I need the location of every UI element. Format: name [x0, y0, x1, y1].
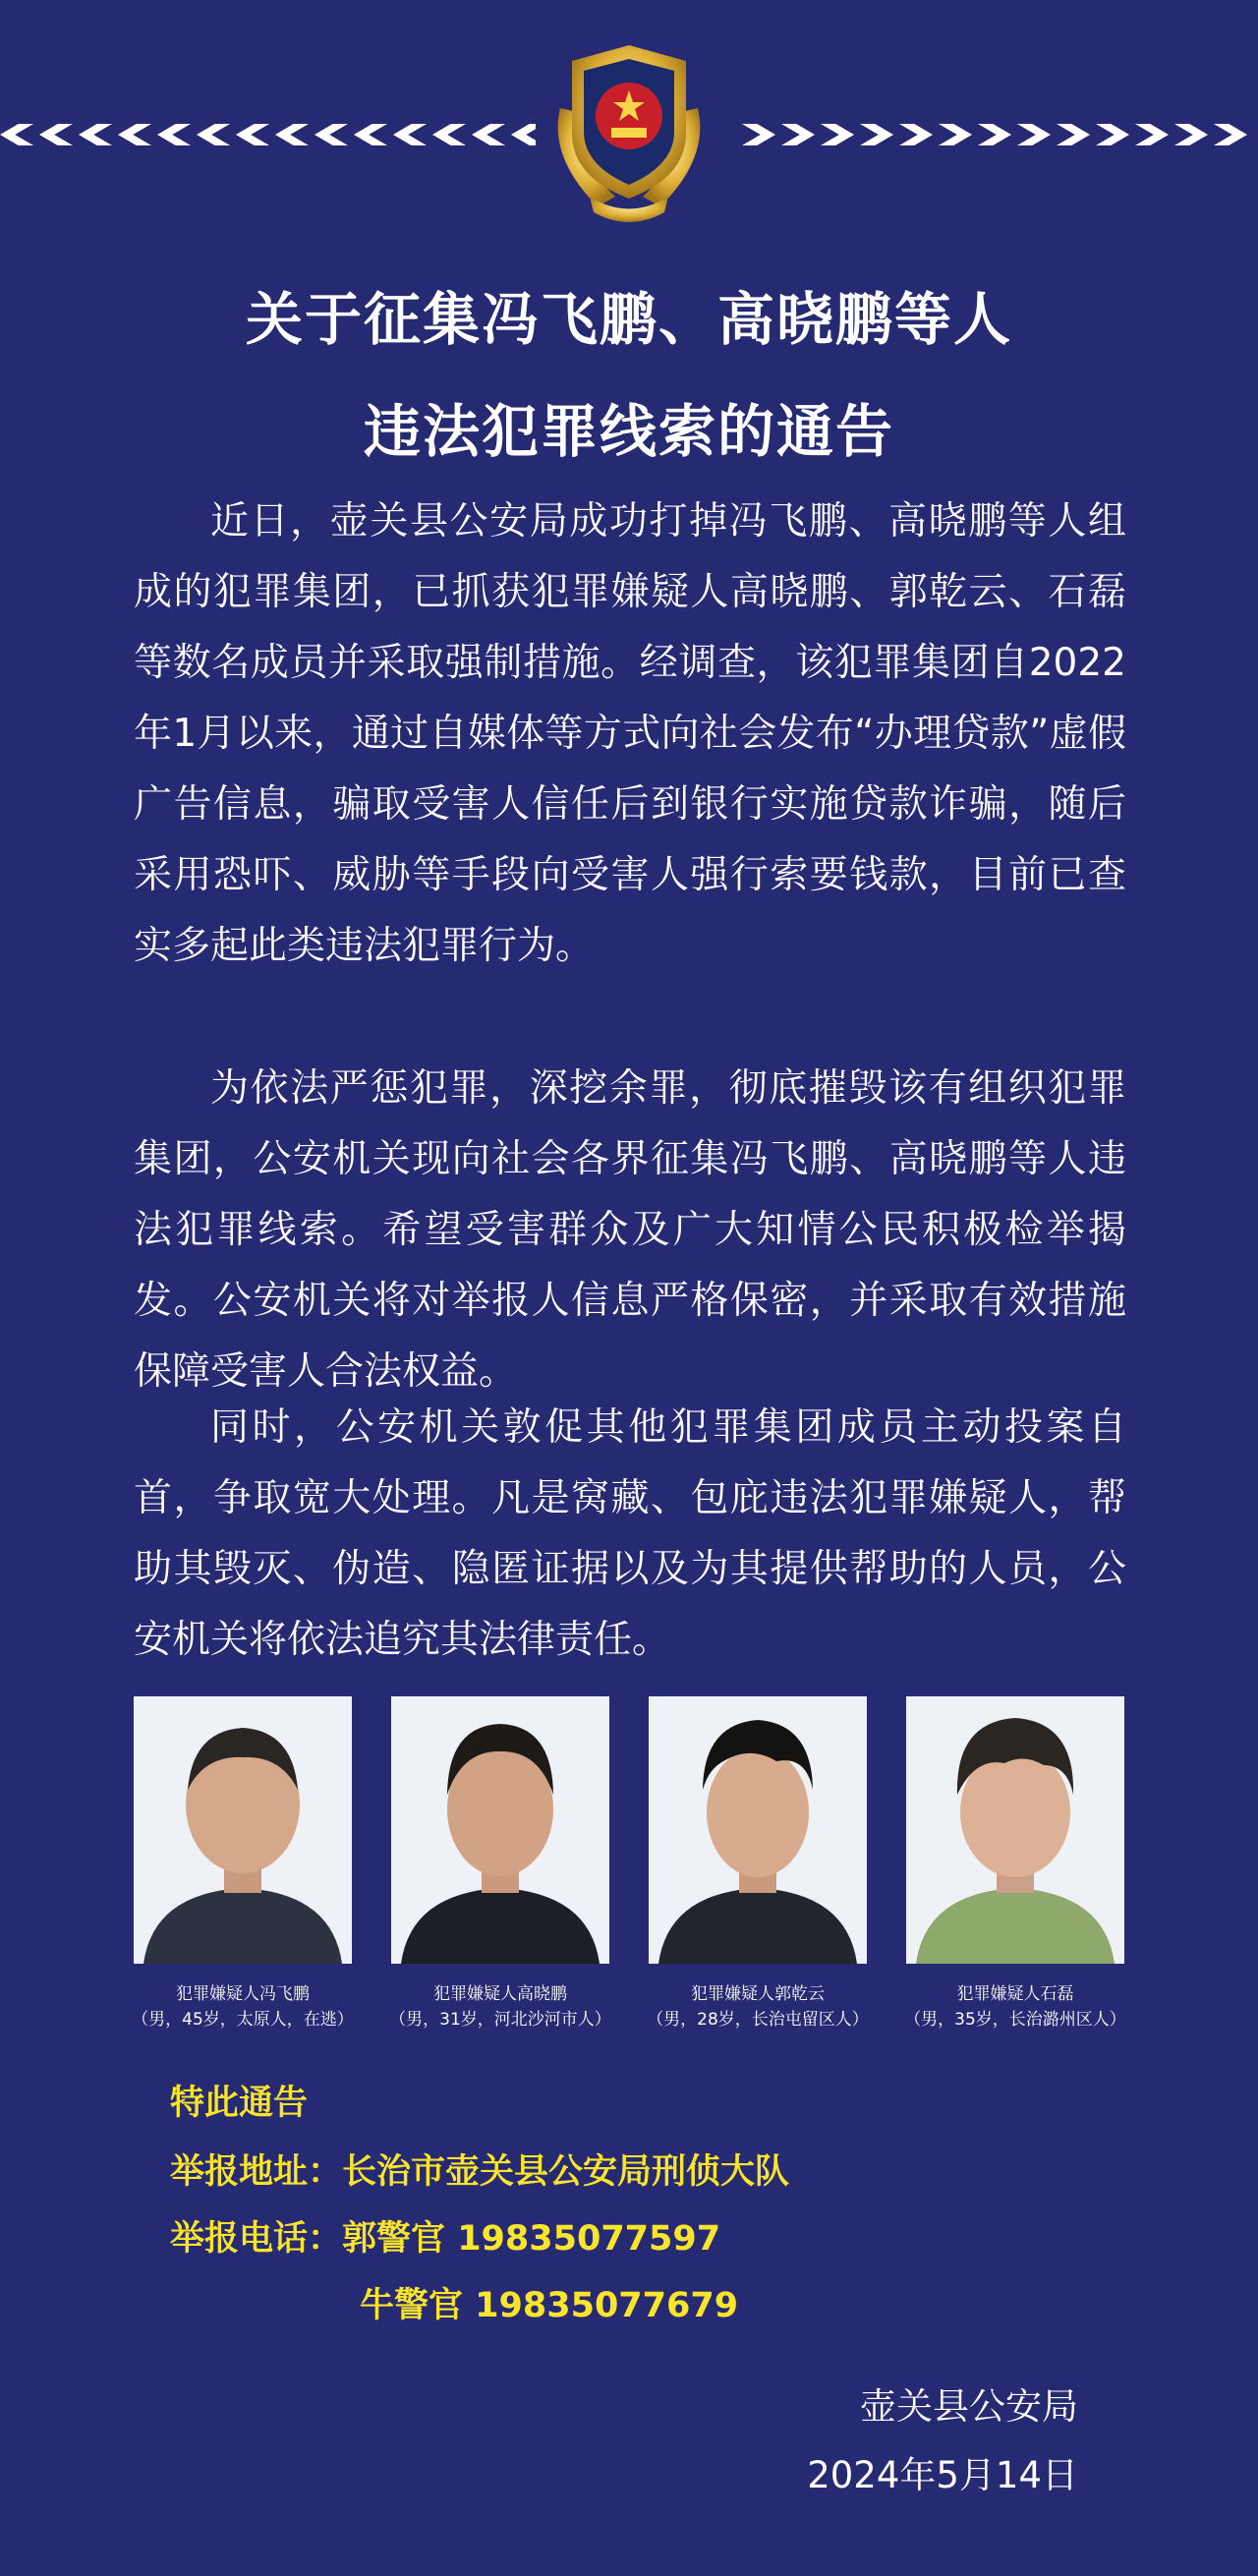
report-address-value: 长治市壶关县公安局刑侦大队 — [342, 2152, 790, 2192]
suspect-detail: （男，45岁，太原人，在逃） — [132, 2010, 354, 2030]
header-banner — [0, 0, 1258, 236]
suspect-caption — [886, 1981, 1144, 2032]
report-phone-contact1: 郭警官 19835077597 — [342, 2219, 721, 2259]
chevron-left-icon — [157, 124, 191, 145]
report-phone-label: 举报电话： — [170, 2219, 343, 2259]
police-emblem-icon — [539, 39, 719, 226]
chevron-right-icon — [860, 124, 893, 145]
paragraph-3 — [134, 1393, 1126, 1676]
paragraph-2-text: 为依法严惩犯罪，深挖余罪，彻底摧毁该有组织犯罪集团，公安机关现向社会各界征集冯飞鹏、高晓鹏等人违法犯罪线索。希望受害群众及广大知情公民积极检举揭发。公安机关将对举报人信息严格保密，并采取有效措施保障受害人合法权益。 — [134, 1066, 1126, 1394]
chevron-left-icon — [354, 124, 387, 145]
chevron-left-icon — [472, 124, 505, 145]
suspect-name: 犯罪嫌疑人石磊 — [956, 1984, 1074, 2004]
suspect-caption — [372, 1981, 629, 2032]
suspect-photo — [391, 1696, 609, 1964]
paragraph-2 — [134, 1054, 1126, 1407]
suspect-caption — [114, 1981, 372, 2032]
paragraph-3-text: 同时，公安机关敦促其他犯罪集团成员主动投案自首，争取宽大处理。凡是窝藏、包庇违法犯罪嫌疑人，帮助其毁灭、伪造、隐匿证据以及为其提供帮助的人员，公安机关将依法追究其法律责任。 — [134, 1405, 1126, 1662]
suspect-photo — [649, 1696, 867, 1964]
chevron-right-icon — [1135, 124, 1169, 145]
chevron-right-icon — [1214, 124, 1247, 145]
report-address-label: 举报地址： — [170, 2152, 343, 2192]
chevron-left-icon — [511, 124, 536, 145]
suspect-photo — [906, 1696, 1124, 1964]
chevron-left-icon — [39, 124, 73, 145]
paragraph-1-text: 近日，壶关县公安局成功打掉冯飞鹏、高晓鹏等人组成的犯罪集团，已抓获犯罪嫌疑人高晓鹏、郭乾云、石磊等数名成员并采取强制措施。经调查，该犯罪集团自2022年1月以来，通过自媒体等方式向社会发布“办理贷款”虚假广告信息，骗取受害人信任后到银行实施贷款诈骗，随后采用恐吓、威胁等手段向受害人强行索要钱款，目前已查实多起此类违法犯罪行为。 — [134, 499, 1126, 968]
chevron-left-icon — [432, 124, 466, 145]
report-address — [170, 2145, 789, 2194]
chevron-left-icon — [314, 124, 348, 145]
chevron-right-icon — [821, 124, 854, 145]
report-phone-contact2: 牛警官 19835077679 — [360, 2286, 739, 2325]
signer-org: 壶关县公安局 — [860, 2385, 1078, 2428]
chevron-right-icon — [978, 124, 1011, 145]
chevron-left-icon — [79, 124, 112, 145]
notice-title-line2: 违法犯罪线索的通告 — [363, 398, 894, 465]
suspect-name: 犯罪嫌疑人高晓鹏 — [433, 1984, 567, 2004]
suspect-detail: （男，28岁，长治屯留区人） — [647, 2010, 869, 2030]
suspect-detail: （男，35岁，长治潞州区人） — [904, 2010, 1126, 2030]
report-phone — [170, 2211, 720, 2261]
chevron-right-icon — [742, 124, 775, 145]
suspect-photos — [134, 1696, 1126, 2031]
chevron-right-icon — [1096, 124, 1129, 145]
chevron-left-icon — [0, 124, 33, 145]
right-chevron-row — [742, 118, 1258, 151]
chevron-left-icon — [393, 124, 427, 145]
chevron-left-icon — [118, 124, 151, 145]
chevron-right-icon — [939, 124, 972, 145]
chevron-left-icon — [275, 124, 309, 145]
notice-title-line1: 关于征集冯飞鹏、高晓鹏等人 — [245, 286, 1012, 353]
left-chevron-row — [0, 118, 536, 151]
chevron-right-icon — [781, 124, 815, 145]
chevron-right-icon — [899, 124, 933, 145]
chevron-left-icon — [197, 124, 230, 145]
suspect-caption — [629, 1981, 886, 2032]
chevron-left-icon — [236, 124, 269, 145]
chevron-right-icon — [1174, 124, 1208, 145]
chevron-right-icon — [1017, 124, 1051, 145]
paragraph-1 — [134, 487, 1126, 982]
chevron-right-icon — [1057, 124, 1090, 145]
suspect-name: 犯罪嫌疑人郭乾云 — [691, 1984, 825, 2004]
special-notice: 特此通告 — [170, 2084, 309, 2123]
suspect-photo — [134, 1696, 352, 1964]
suspect-detail: （男，31岁，河北沙河市人） — [389, 2010, 611, 2030]
signer-date: 2024年5月14日 — [807, 2454, 1078, 2496]
suspect-name: 犯罪嫌疑人冯飞鹏 — [176, 1984, 310, 2004]
